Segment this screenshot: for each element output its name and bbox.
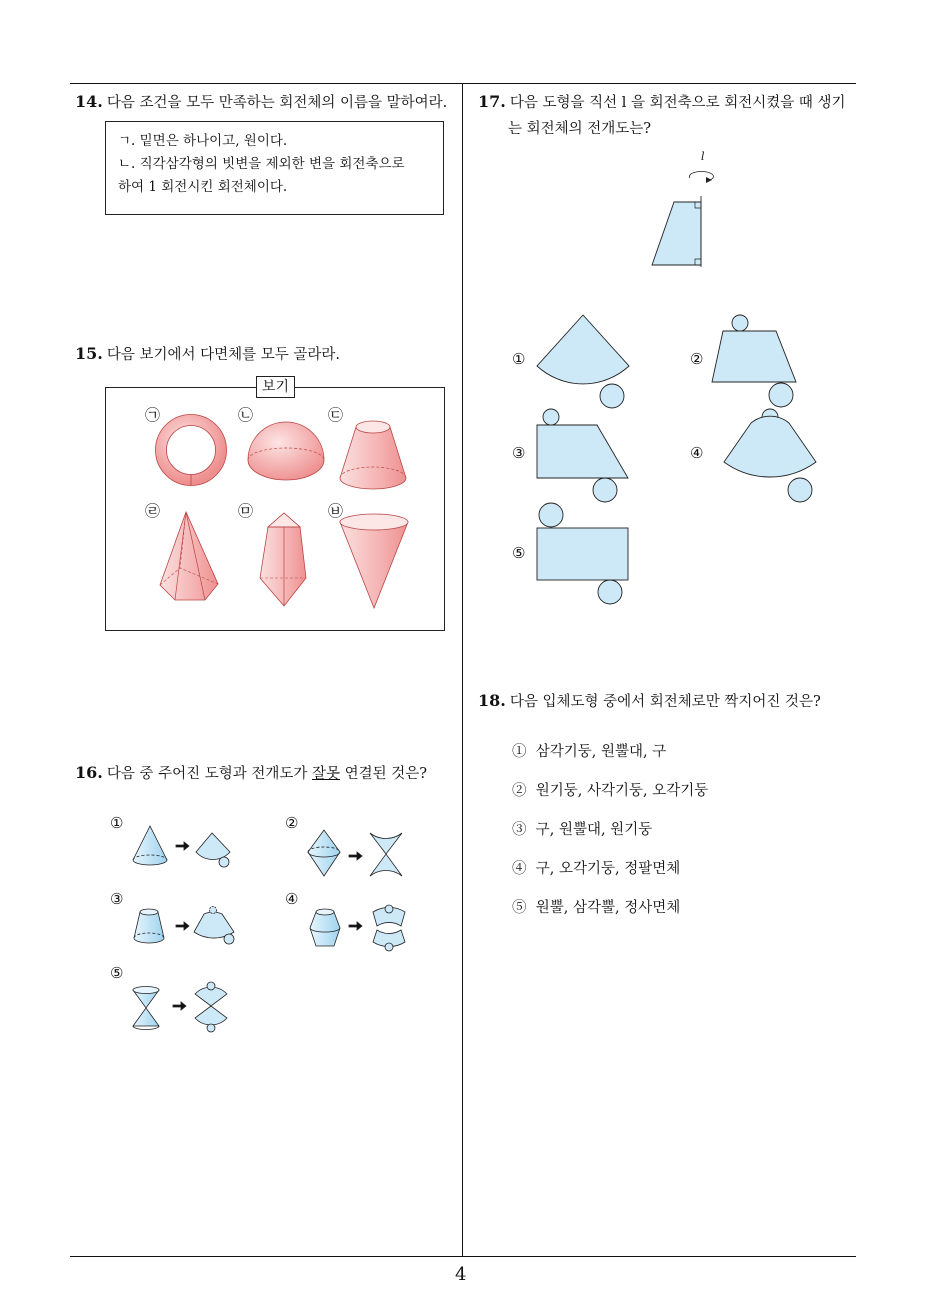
bogi-label: 보기 — [256, 376, 295, 398]
figure-label: ㉤ — [238, 502, 254, 520]
question-text: 다음 보기에서 다면체를 모두 골라라. — [106, 347, 340, 363]
question-text: 다음 조건을 모두 만족하는 회전체의 이름을 말하여라. — [106, 95, 448, 111]
option-text: 삼각기둥, 원뿔대, 구 — [535, 744, 667, 760]
choice-mark[interactable]: ② — [285, 814, 299, 832]
condition-line: ㄴ. 직각삼각형의 빗변을 제외한 변을 회전축으로 — [118, 156, 405, 172]
condition-line: 하여 1 회전시킨 회전체이다. — [118, 179, 288, 195]
q17-option4-net — [724, 409, 816, 502]
option-text: 원기둥, 사각기둥, 오각기둥 — [535, 783, 709, 799]
condition-line: ㄱ. 밑면은 하나이고, 원이다. — [118, 133, 288, 149]
choice-mark[interactable]: ① — [110, 814, 124, 832]
choice-mark[interactable]: ③ — [512, 444, 526, 462]
figure-label: ㉡ — [238, 406, 254, 424]
question-number: 16. — [75, 763, 103, 782]
question-text: 다음 도형을 직선 l 을 회전축으로 회전시켰을 때 생기 — [509, 95, 846, 111]
figure-label: ㉠ — [145, 406, 161, 424]
choice-mark[interactable]: ⑤ — [110, 964, 124, 982]
choice-mark[interactable]: ④ — [285, 890, 299, 908]
question-number: 18. — [478, 691, 506, 710]
q17-option5-net — [537, 503, 628, 604]
q17-option2-net — [712, 315, 796, 407]
choice-mark[interactable]: ① — [512, 350, 526, 368]
q18-option-1[interactable] — [512, 740, 666, 761]
question-text-cont: 는 회전체의 전개도는? — [508, 121, 652, 137]
figure-label: ㉥ — [328, 502, 344, 520]
option-mark: ⑤ — [512, 900, 527, 916]
choice-mark[interactable]: ④ — [690, 444, 704, 462]
question-text: 다음 입체도형 중에서 회전체로만 짝지어진 것은? — [509, 694, 821, 710]
q18-option-2[interactable] — [512, 779, 708, 800]
option-mark: ④ — [512, 861, 527, 877]
option-mark: ① — [512, 744, 527, 760]
option-mark: ② — [512, 783, 527, 799]
page-number: 4 — [455, 1264, 467, 1285]
choice-mark[interactable]: ③ — [110, 890, 124, 908]
q17-option1-net — [537, 315, 629, 408]
q18-option-5[interactable] — [512, 896, 680, 917]
choice-mark[interactable]: ② — [690, 350, 704, 368]
option-text: 원뿔, 삼각뿔, 정사면체 — [535, 900, 681, 916]
q17-given-figure — [652, 171, 713, 267]
question-number: 15. — [75, 344, 103, 363]
axis-label: l — [701, 150, 705, 163]
q18-option-4[interactable] — [512, 857, 680, 878]
figure-label: ㉣ — [145, 502, 161, 520]
figure-label: ㉢ — [328, 406, 344, 424]
question-text: 다음 중 주어진 도형과 전개도가 — [106, 766, 312, 782]
question-number: 17. — [478, 92, 506, 111]
underlined-word: 잘못 — [311, 766, 340, 782]
option-text: 구, 원뿔대, 원기둥 — [535, 822, 653, 838]
question-text: 연결된 것은? — [340, 766, 428, 782]
option-text: 구, 오각기둥, 정팔면체 — [535, 861, 681, 877]
q18-option-3[interactable] — [512, 818, 652, 839]
choice-mark[interactable]: ⑤ — [512, 544, 526, 562]
option-mark: ③ — [512, 822, 527, 838]
question-number: 14. — [75, 92, 103, 111]
question-18 — [478, 690, 863, 713]
q17-option3-net — [537, 409, 628, 502]
